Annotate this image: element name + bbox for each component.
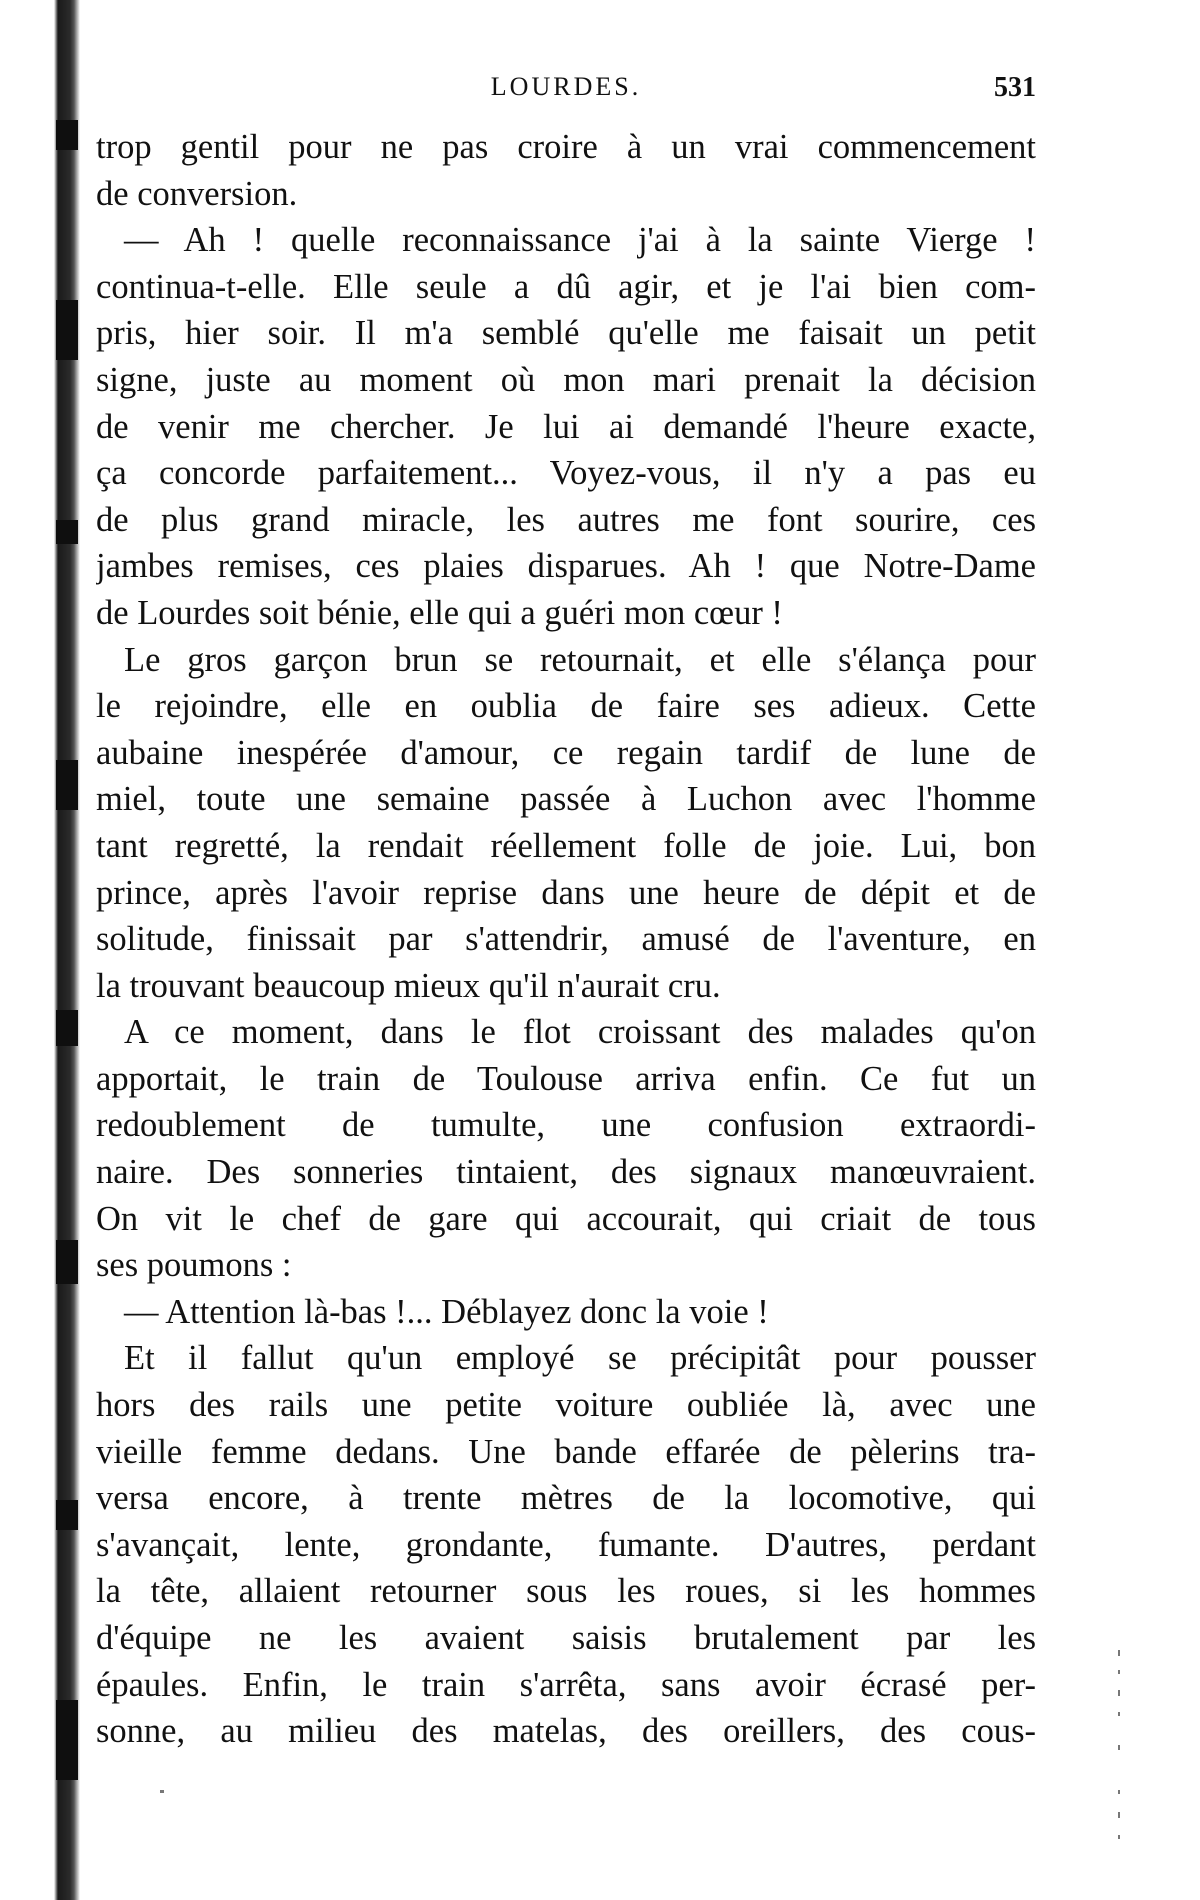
- text-line: continua-t-elle. Elle seule a dû agir, et je l'ai bien com-: [96, 267, 1036, 306]
- paragraph-gros-garcon: [96, 637, 1036, 1010]
- book-binding-shadow: [0, 0, 80, 1900]
- text-line: s'avançait, lente, grondante, fumante. D'autres, perdant: [96, 1525, 1036, 1564]
- text-line: apportait, le train de Toulouse arriva enfin. Ce fut un: [96, 1059, 1036, 1098]
- text-line: On vit le chef de gare qui accourait, qui criait de tous: [96, 1199, 1036, 1238]
- paragraph-dialogue-vierge: [96, 217, 1036, 636]
- text-line: d'équipe ne les avaient saisis brutalement par les: [96, 1619, 1036, 1657]
- text-line: la tête, allaient retourner sous les roues, si les hommes: [96, 1572, 1036, 1611]
- text-line: A ce moment, dans le flot croissant des malades qu'on: [124, 1013, 1036, 1052]
- text-line: ça concorde parfaitement... Voyez-vous, il n'y a pas eu: [96, 454, 1036, 493]
- text-line: solitude, finissait par s'attendrir, amusé de l'aventure, en: [96, 920, 1036, 959]
- text-line: épaules. Enfin, le train s'arrêta, sans avoir écrasé per-: [96, 1665, 1036, 1704]
- text-line: Le gros garçon brun se retournait, et elle s'élança pour: [124, 640, 1036, 679]
- text-line: sonne, au milieu des matelas, des oreillers, des cous-: [96, 1712, 1036, 1751]
- text-line: de Lourdes soit bénie, elle qui a guéri mon cœur !: [96, 593, 783, 632]
- text-line: — Ah ! quelle reconnaissance j'ai à la sainte Vierge !: [124, 221, 1036, 260]
- text-line: prince, après l'avoir reprise dans une heure de dépit et de: [96, 873, 1036, 912]
- text-line: tant regretté, la rendait réellement folle de joie. Lui, bon: [96, 826, 1036, 865]
- running-title: LOURDES.: [490, 72, 642, 101]
- text-line: redoublement de tumulte, une confusion extraordi-: [96, 1106, 1036, 1145]
- text-line: aubaine inespérée d'amour, ce regain tardif de lune de: [96, 733, 1036, 772]
- text-line: Et il fallut qu'un employé se précipitât pour pousser: [124, 1339, 1036, 1378]
- text-line: — Attention là-bas !... Déblayez donc la voie !: [124, 1292, 769, 1331]
- text-line: jambes remises, ces plaies disparues. Ah ! que Notre-Dame: [96, 547, 1036, 586]
- text-line: ses poumons :: [96, 1246, 292, 1285]
- text-line: versa encore, à trente mètres de la locomotive, qui: [96, 1479, 1036, 1518]
- text-line: la trouvant beaucoup mieux qu'il n'aurait cru.: [96, 966, 721, 1005]
- body-text: [96, 124, 1036, 1755]
- text-line: signe, juste au moment où mon mari prenait la décision: [96, 360, 1036, 399]
- text-line: naire. Des sonneries tintaient, des signaux manœuvraient.: [96, 1153, 1036, 1192]
- text-line: de conversion.: [96, 174, 298, 213]
- page-number: 531: [994, 72, 1036, 103]
- paragraph-attention: [96, 1289, 1036, 1336]
- text-line: trop gentil pour ne pas croire à un vrai commencement: [96, 128, 1036, 166]
- text-line: pris, hier soir. Il m'a semblé qu'elle me faisait un petit: [96, 314, 1036, 353]
- paragraph-employe: [96, 1335, 1036, 1754]
- paragraph-conversion: [96, 124, 1036, 217]
- text-line: de venir me chercher. Je lui ai demandé l'heure exacte,: [96, 407, 1036, 446]
- text-line: vieille femme dedans. Une bande effarée de pèlerins tra-: [96, 1432, 1036, 1471]
- text-line: hors des rails une petite voiture oubliée là, avec une: [96, 1386, 1036, 1425]
- text-line: de plus grand miracle, les autres me font sourire, ces: [96, 500, 1036, 539]
- text-line: miel, toute une semaine passée à Luchon avec l'homme: [96, 780, 1036, 819]
- paragraph-train-toulouse: [96, 1009, 1036, 1289]
- page-header: [96, 72, 1036, 112]
- text-line: le rejoindre, elle en oublia de faire ses adieux. Cette: [96, 687, 1036, 726]
